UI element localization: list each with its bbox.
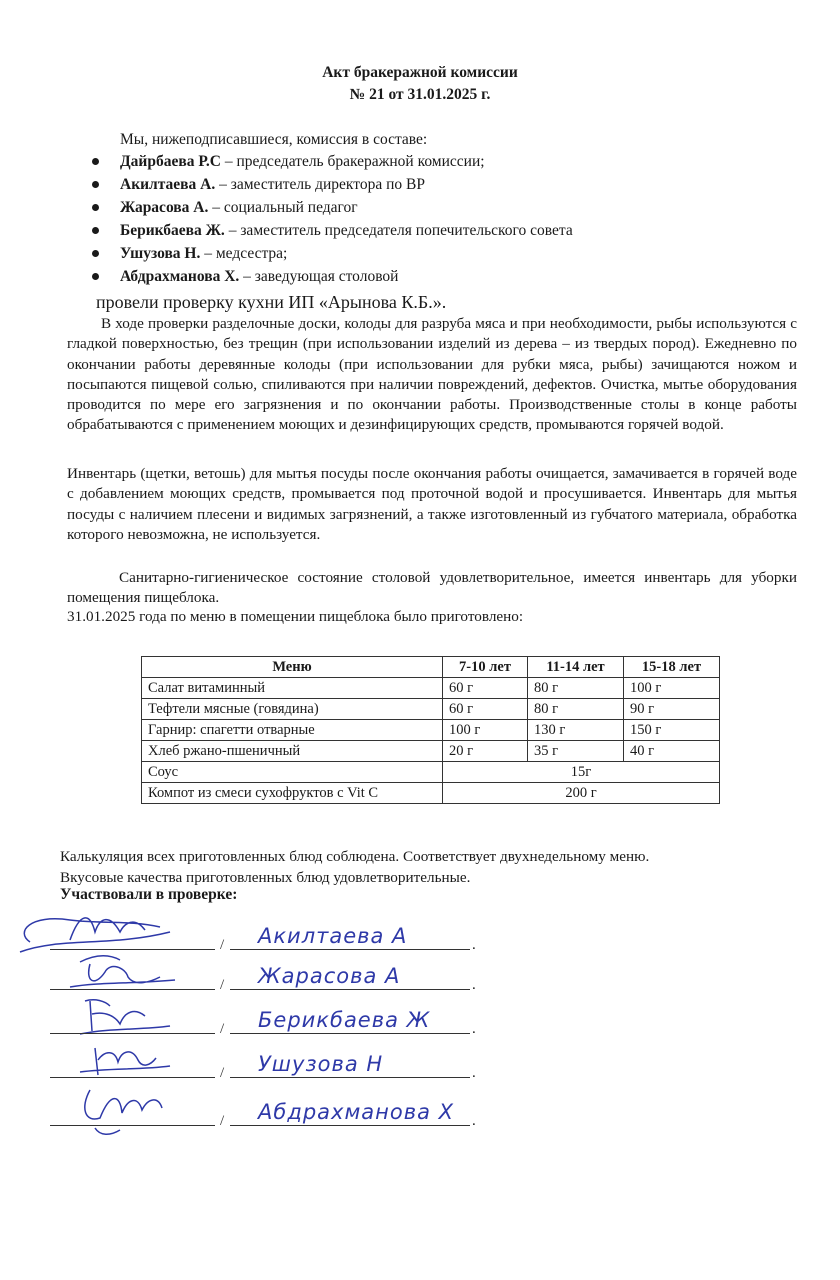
commission-members-list <box>88 150 573 288</box>
portion-cell-merged: 15г <box>443 762 720 783</box>
member-item <box>88 196 573 219</box>
separator-slash: / <box>220 1113 225 1129</box>
member-item <box>88 173 573 196</box>
member-name: Жарасова А. <box>120 199 209 216</box>
separator-slash: / <box>220 937 225 953</box>
name-line <box>230 949 470 950</box>
portion-cell: 40 г <box>624 741 720 762</box>
portion-cell-merged: 200 г <box>443 783 720 804</box>
member-item <box>88 242 573 265</box>
conclusion-line-1: Калькуляция всех приготовленных блюд соблюдена. Соответствует двухнедельному меню. <box>60 848 650 865</box>
line-end-dot: . <box>472 1065 476 1081</box>
table-row <box>142 699 720 720</box>
title-line-1: Акт бракеражной комиссии <box>322 64 518 81</box>
conclusion-text <box>60 846 649 888</box>
portion-cell: 100 г <box>443 720 528 741</box>
member-role: – заведующая столовой <box>239 268 399 285</box>
dish-name: Салат витаминный <box>142 678 443 699</box>
member-role: – заместитель директора по ВР <box>215 176 425 193</box>
portion-cell: 60 г <box>443 678 528 699</box>
line-end-dot: . <box>472 937 476 953</box>
handwritten-name: Абдрахманова Х <box>258 1100 455 1124</box>
member-name: Дайрбаева Р.С <box>120 153 221 170</box>
menu-table <box>141 656 720 804</box>
paragraph-sanitary <box>67 568 797 609</box>
signature-row <box>50 1088 480 1134</box>
title-line-2: № 21 от 31.01.2025 г. <box>349 86 491 103</box>
member-name: Берикбаева Ж. <box>120 222 225 239</box>
member-name: Абдрахманова Х. <box>120 268 240 285</box>
dish-name: Тефтели мясные (говядина) <box>142 699 443 720</box>
portion-cell: 130 г <box>528 720 624 741</box>
dish-name: Соус <box>142 762 443 783</box>
separator-slash: / <box>220 977 225 993</box>
dish-name: Гарнир: спагетти отварные <box>142 720 443 741</box>
menu-intro-line: 31.01.2025 года по меню в помещении пищеблока было приготовлено: <box>67 608 524 625</box>
paragraph-inventory <box>67 464 797 545</box>
header-age-15-18: 15-18 лет <box>624 657 720 678</box>
intro-text: Мы, нижеподписавшиеся, комиссия в составе: <box>120 131 428 148</box>
inspection-statement: провели проверку кухни ИП «Арынова К.Б.». <box>96 292 447 312</box>
table-row <box>142 762 720 783</box>
handwritten-name: Жарасова А <box>258 964 401 988</box>
portion-cell: 35 г <box>528 741 624 762</box>
paragraph-2-text: Инвентарь (щетки, ветошь) для мытья посуды после окончания работы очищается, замачивается в горячей воде с добавлением моющих средств, промывается под проточной водой и просушивается. Инвентарь для мытья посуды с наличием плесени и видимых загрязнений, а также изготовленный из губчатого материала, обработка которого невозможна, не используется. <box>67 465 797 543</box>
member-item <box>88 265 573 288</box>
portion-cell: 20 г <box>443 741 528 762</box>
portion-cell: 90 г <box>624 699 720 720</box>
participants-label: Участвовали в проверке: <box>60 886 238 903</box>
separator-slash: / <box>220 1021 225 1037</box>
name-line <box>230 989 470 990</box>
document-title <box>0 62 840 106</box>
signature-scribble <box>10 1078 180 1138</box>
member-item <box>88 150 573 173</box>
name-line <box>230 1125 470 1126</box>
member-role: – медсестра; <box>200 245 288 262</box>
dish-name: Хлеб ржано-пшеничный <box>142 741 443 762</box>
member-item <box>88 219 573 242</box>
portion-cell: 80 г <box>528 678 624 699</box>
header-age-11-14: 11-14 лет <box>528 657 624 678</box>
name-line <box>230 1033 470 1034</box>
paragraph-3-text: Санитарно-гигиеническое состояние столовой удовлетворительное, имеется инвентарь для уборки помещения пищеблока. <box>67 569 797 607</box>
member-name: Акилтаева А. <box>120 176 216 193</box>
header-menu: Меню <box>142 657 443 678</box>
member-role: – социальный педагог <box>208 199 358 216</box>
member-role: – заместитель председателя попечительского совета <box>224 222 573 239</box>
table-row <box>142 741 720 762</box>
member-name: Ушузова Н. <box>120 245 201 262</box>
line-end-dot: . <box>472 977 476 993</box>
member-role: – председатель бракеражной комиссии; <box>220 153 485 170</box>
header-age-7-10: 7-10 лет <box>443 657 528 678</box>
portion-cell: 150 г <box>624 720 720 741</box>
portion-cell: 80 г <box>528 699 624 720</box>
paragraph-1-text: В ходе проверки разделочные доски, колоды для разруба мяса и при необходимости, рыбы используются с гладкой поверхностью, без трещин (при использовании изделий из дерева – из твердых пород). Ежедневно по окончании работы деревянные колоды (при использовании для рубки мяса, рыбы) зачищаются ножом и посыпаются пищевой солью, спиливаются при наличии повреждений, дефектов. Очистка, мытье оборудования проводится по мере его загрязнения и по окончании работы. Производственные столы в конце работы обрабатываются с применением моющих и дезинфицирующих средств, промываются горячей водой. <box>67 315 797 434</box>
portion-cell: 60 г <box>443 699 528 720</box>
paragraph-inspection <box>67 314 797 436</box>
portion-cell: 100 г <box>624 678 720 699</box>
line-end-dot: . <box>472 1021 476 1037</box>
line-end-dot: . <box>472 1113 476 1129</box>
separator-slash: / <box>220 1065 225 1081</box>
table-row <box>142 720 720 741</box>
name-line <box>230 1077 470 1078</box>
table-row <box>142 783 720 804</box>
handwritten-name: Акилтаева А <box>258 924 408 948</box>
table-row <box>142 678 720 699</box>
dish-name: Компот из смеси сухофруктов с Vit C <box>142 783 443 804</box>
handwritten-name: Берикбаева Ж <box>258 1008 431 1032</box>
handwritten-name: Ушузова Н <box>258 1052 384 1076</box>
signature-line <box>50 1125 215 1126</box>
table-header-row <box>142 657 720 678</box>
conclusion-line-2: Вкусовые качества приготовленных блюд удовлетворительные. <box>60 869 471 886</box>
